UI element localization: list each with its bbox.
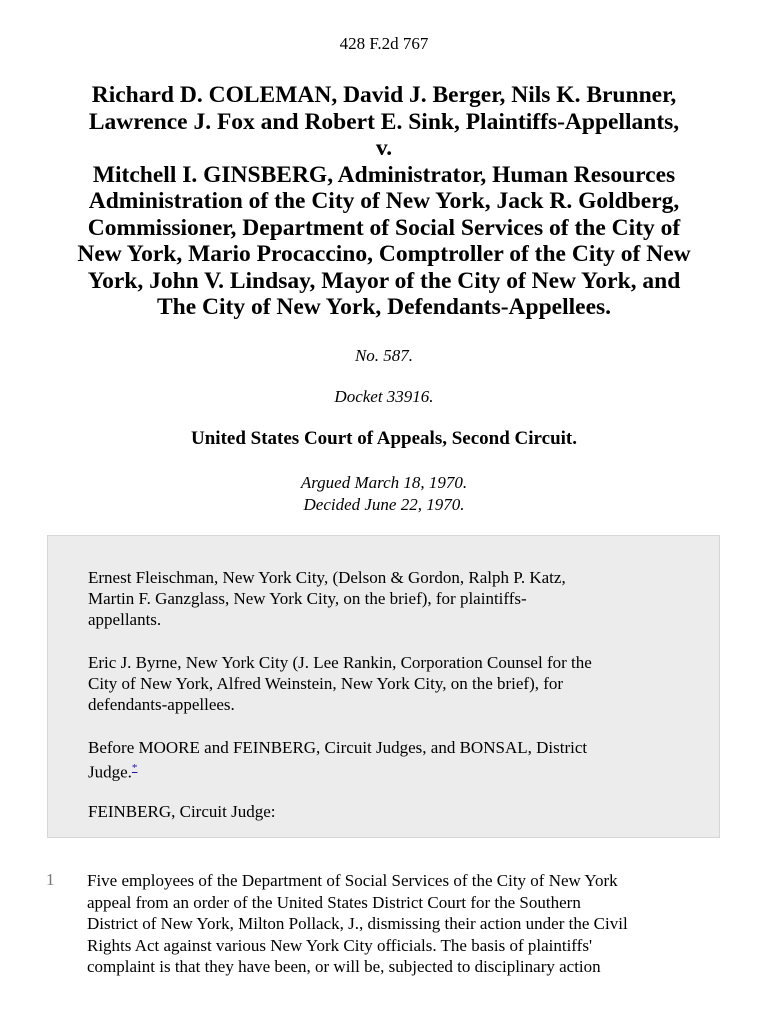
caption-line: Mitchell I. GINSBERG, Administrator, Human Resources bbox=[92, 161, 676, 188]
counsel-line: City of New York, Alfred Weinstein, New York City, on the brief), for bbox=[88, 674, 564, 693]
judges-line: Before MOORE and FEINBERG, Circuit Judges, and BONSAL, District bbox=[88, 738, 588, 757]
court-name: United States Court of Appeals, Second Circuit. bbox=[191, 428, 577, 449]
counsel-line: defendants-appellees. bbox=[88, 695, 235, 714]
judges-line: Judge. bbox=[88, 762, 132, 782]
caption-line: The City of New York, Defendants-Appellees. bbox=[156, 294, 612, 320]
opinion-line: complaint is that they have been, or will be, subjected to disciplinary action bbox=[87, 957, 601, 976]
opinion-line: Rights Act against various New York City officials. The basis of plaintiffs' bbox=[87, 935, 593, 955]
caption-line: New York, Mario Procaccino, Comptroller of the City of New bbox=[77, 241, 691, 267]
case-dates bbox=[0, 472, 768, 516]
defendants-counsel bbox=[88, 652, 688, 715]
panel-judges bbox=[88, 737, 688, 783]
docket-number: Docket 33916. bbox=[334, 387, 434, 406]
counsel-panel bbox=[47, 535, 720, 838]
caption-line: Commissioner, Department of Social Services of the City of bbox=[87, 214, 681, 241]
case-caption bbox=[50, 82, 718, 321]
case-citation: 428 F.2d 767 bbox=[339, 34, 429, 53]
opinion-author: FEINBERG, Circuit Judge: bbox=[88, 802, 276, 821]
plaintiffs-counsel bbox=[88, 567, 688, 630]
caption-line: Lawrence J. Fox and Robert E. Sink, Plaintiffs-Appellants, bbox=[88, 108, 680, 135]
case-number: No. 587. bbox=[354, 346, 414, 365]
counsel-line: Eric J. Byrne, New York City (J. Lee Rankin, Corporation Counsel for the bbox=[88, 653, 592, 672]
caption-line: Richard D. COLEMAN, David J. Berger, Nils K. Brunner, bbox=[91, 82, 677, 108]
caption-versus: v. bbox=[375, 135, 393, 161]
footnote-link[interactable]: * bbox=[131, 762, 138, 774]
argued-date: Argued March 18, 1970. bbox=[300, 473, 468, 492]
opinion-paragraph bbox=[87, 870, 727, 978]
paragraph-number: 1 bbox=[46, 870, 55, 889]
counsel-line: Martin F. Ganzglass, New York City, on the brief), for plaintiffs- bbox=[88, 589, 527, 608]
opinion-line: appeal from an order of the United States District Court for the Southern bbox=[87, 892, 581, 912]
caption-line: York, John V. Lindsay, Mayor of the City of New York, and bbox=[87, 267, 681, 294]
opinion-line: District of New York, Milton Pollack, J., dismissing their action under the Civil bbox=[87, 914, 628, 933]
decided-date: Decided June 22, 1970. bbox=[303, 495, 465, 514]
opinion-line: Five employees of the Department of Social Services of the City of New York bbox=[87, 871, 618, 890]
counsel-line: appellants. bbox=[88, 610, 162, 629]
counsel-line: Ernest Fleischman, New York City, (Delson & Gordon, Ralph P. Katz, bbox=[88, 568, 566, 587]
caption-line: Administration of the City of New York, Jack R. Goldberg, bbox=[88, 188, 680, 214]
